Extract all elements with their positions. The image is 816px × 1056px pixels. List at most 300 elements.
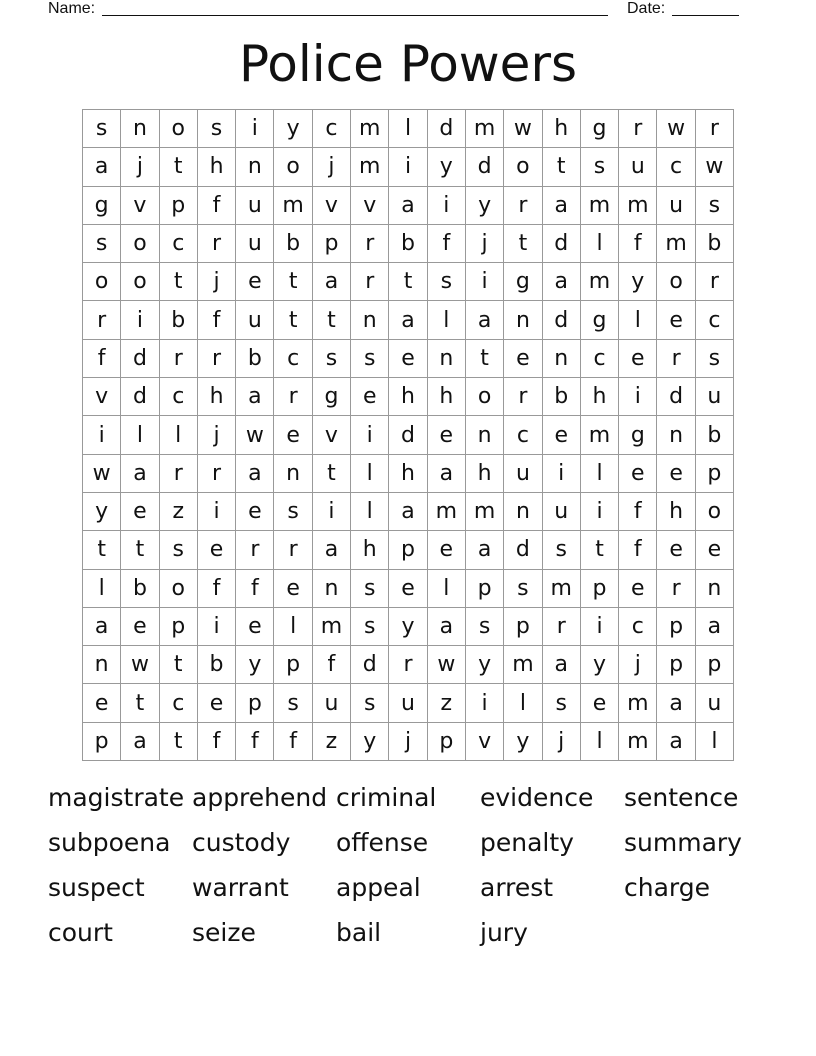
grid-cell[interactable]: l (581, 455, 619, 493)
grid-cell[interactable]: h (198, 378, 236, 416)
grid-cell[interactable]: s (274, 493, 312, 531)
grid-cell[interactable]: i (351, 416, 389, 454)
grid-cell[interactable]: t (83, 531, 121, 569)
grid-cell[interactable]: c (160, 378, 198, 416)
grid-cell[interactable]: y (83, 493, 121, 531)
grid-cell[interactable]: e (274, 416, 312, 454)
grid-cell[interactable]: l (351, 455, 389, 493)
grid-cell[interactable]: c (160, 225, 198, 263)
date-field[interactable] (672, 0, 739, 16)
grid-cell[interactable]: r (236, 531, 274, 569)
grid-cell[interactable]: l (581, 225, 619, 263)
word-list-item: arrest (480, 873, 554, 902)
grid-cell[interactable]: h (581, 378, 619, 416)
grid-cell[interactable]: w (696, 148, 734, 186)
grid-cell[interactable]: e (428, 416, 466, 454)
grid-cell[interactable]: r (198, 455, 236, 493)
word-search-grid (82, 109, 734, 761)
grid-cell[interactable]: n (83, 646, 121, 684)
grid-cell[interactable]: j (121, 148, 159, 186)
grid-cell[interactable]: p (236, 684, 274, 722)
grid-cell[interactable]: s (696, 340, 734, 378)
grid-cell[interactable]: m (581, 187, 619, 225)
grid-cell[interactable]: s (351, 570, 389, 608)
word-list-item: penalty (480, 828, 574, 857)
grid-cell[interactable]: o (160, 570, 198, 608)
grid-cell[interactable]: p (274, 646, 312, 684)
grid-cell[interactable]: a (236, 455, 274, 493)
word-list-item: custody (192, 828, 291, 857)
grid-cell[interactable]: y (274, 110, 312, 148)
grid-cell[interactable]: d (121, 340, 159, 378)
grid-cell[interactable]: y (236, 646, 274, 684)
grid-cell[interactable]: t (504, 225, 542, 263)
grid-cell[interactable]: l (160, 416, 198, 454)
grid-cell[interactable]: m (657, 225, 695, 263)
grid-cell[interactable]: l (274, 608, 312, 646)
grid-cell[interactable]: e (351, 378, 389, 416)
grid-cell[interactable]: j (198, 416, 236, 454)
grid-cell[interactable]: d (543, 301, 581, 339)
grid-cell[interactable]: n (466, 416, 504, 454)
grid-cell[interactable]: o (466, 378, 504, 416)
grid-cell[interactable]: a (83, 148, 121, 186)
grid-cell[interactable]: s (351, 340, 389, 378)
grid-cell[interactable]: s (160, 531, 198, 569)
grid-cell[interactable]: g (83, 187, 121, 225)
grid-cell[interactable]: o (657, 263, 695, 301)
grid-cell[interactable]: s (83, 225, 121, 263)
grid-cell[interactable]: e (581, 684, 619, 722)
grid-cell[interactable]: p (313, 225, 351, 263)
grid-cell[interactable]: f (236, 723, 274, 761)
grid-cell[interactable]: d (543, 225, 581, 263)
grid-cell[interactable]: l (428, 301, 466, 339)
grid-cell[interactable]: r (657, 570, 695, 608)
grid-cell[interactable]: a (466, 531, 504, 569)
grid-cell[interactable]: r (160, 455, 198, 493)
grid-cell[interactable]: m (313, 608, 351, 646)
grid-cell[interactable]: m (581, 263, 619, 301)
grid-cell[interactable]: h (389, 455, 427, 493)
grid-cell[interactable]: o (83, 263, 121, 301)
grid-cell[interactable]: e (619, 340, 657, 378)
grid-cell[interactable]: i (428, 187, 466, 225)
grid-cell[interactable]: l (504, 684, 542, 722)
grid-cell[interactable]: l (83, 570, 121, 608)
grid-cell[interactable]: s (274, 684, 312, 722)
grid-cell[interactable]: r (274, 531, 312, 569)
grid-cell[interactable]: r (160, 340, 198, 378)
grid-cell[interactable]: i (313, 493, 351, 531)
grid-cell[interactable]: t (313, 301, 351, 339)
grid-cell[interactable]: l (351, 493, 389, 531)
grid-cell[interactable]: e (198, 684, 236, 722)
grid-cell[interactable]: i (83, 416, 121, 454)
grid-cell[interactable]: e (274, 570, 312, 608)
grid-cell[interactable]: b (160, 301, 198, 339)
grid-cell[interactable]: w (504, 110, 542, 148)
grid-cell[interactable]: e (619, 570, 657, 608)
grid-cell[interactable]: c (313, 110, 351, 148)
grid-cell[interactable]: i (619, 378, 657, 416)
grid-cell[interactable]: i (389, 148, 427, 186)
grid-cell[interactable]: r (198, 225, 236, 263)
grid-cell[interactable]: h (351, 531, 389, 569)
grid-cell[interactable]: u (236, 187, 274, 225)
grid-cell[interactable]: p (428, 723, 466, 761)
grid-cell[interactable]: l (581, 723, 619, 761)
grid-cell[interactable]: m (619, 723, 657, 761)
grid-cell[interactable]: d (504, 531, 542, 569)
grid-cell[interactable]: p (504, 608, 542, 646)
grid-cell[interactable]: h (657, 493, 695, 531)
grid-cell[interactable]: e (696, 531, 734, 569)
grid-cell[interactable]: d (657, 378, 695, 416)
grid-cell[interactable]: f (274, 723, 312, 761)
grid-cell[interactable]: f (198, 187, 236, 225)
grid-cell[interactable]: p (160, 608, 198, 646)
grid-cell[interactable]: h (466, 455, 504, 493)
word-list-item: jury (480, 918, 528, 947)
grid-cell[interactable]: u (313, 684, 351, 722)
grid-cell[interactable]: b (121, 570, 159, 608)
grid-cell[interactable]: s (428, 263, 466, 301)
grid-cell[interactable]: c (619, 608, 657, 646)
grid-cell[interactable]: o (696, 493, 734, 531)
grid-cell[interactable]: o (160, 110, 198, 148)
grid-cell[interactable]: f (313, 646, 351, 684)
grid-cell[interactable]: p (389, 531, 427, 569)
grid-cell[interactable]: j (313, 148, 351, 186)
grid-cell[interactable]: m (581, 416, 619, 454)
grid-cell[interactable]: f (428, 225, 466, 263)
grid-cell[interactable]: y (466, 187, 504, 225)
grid-cell[interactable]: s (313, 340, 351, 378)
grid-cell[interactable]: o (121, 225, 159, 263)
grid-cell[interactable]: f (619, 493, 657, 531)
grid-cell[interactable]: a (543, 646, 581, 684)
grid-cell[interactable]: y (428, 148, 466, 186)
grid-cell[interactable]: v (83, 378, 121, 416)
grid-cell[interactable]: u (389, 684, 427, 722)
grid-cell[interactable]: s (581, 148, 619, 186)
grid-cell[interactable]: m (619, 187, 657, 225)
grid-cell[interactable]: n (236, 148, 274, 186)
grid-cell[interactable]: a (313, 531, 351, 569)
grid-cell[interactable]: w (121, 646, 159, 684)
grid-cell[interactable]: m (428, 493, 466, 531)
grid-cell[interactable]: p (696, 455, 734, 493)
grid-cell[interactable]: e (121, 608, 159, 646)
grid-cell[interactable]: y (619, 263, 657, 301)
grid-cell[interactable]: t (466, 340, 504, 378)
grid-cell[interactable]: e (504, 340, 542, 378)
grid-cell[interactable]: r (83, 301, 121, 339)
grid-cell[interactable]: e (83, 684, 121, 722)
grid-cell[interactable]: c (274, 340, 312, 378)
grid-cell[interactable]: v (313, 416, 351, 454)
grid-cell[interactable]: i (198, 608, 236, 646)
grid-cell[interactable]: n (543, 340, 581, 378)
grid-cell[interactable]: t (389, 263, 427, 301)
grid-cell[interactable]: t (121, 531, 159, 569)
grid-cell[interactable]: p (581, 570, 619, 608)
grid-cell[interactable]: y (581, 646, 619, 684)
grid-cell[interactable]: u (236, 301, 274, 339)
grid-cell[interactable]: d (121, 378, 159, 416)
grid-cell[interactable]: m (274, 187, 312, 225)
grid-cell[interactable]: a (121, 455, 159, 493)
grid-cell[interactable]: e (236, 493, 274, 531)
grid-cell[interactable]: b (543, 378, 581, 416)
grid-cell[interactable]: w (657, 110, 695, 148)
grid-cell[interactable]: n (274, 455, 312, 493)
grid-cell[interactable]: j (466, 225, 504, 263)
grid-cell[interactable]: a (121, 723, 159, 761)
grid-cell[interactable]: c (504, 416, 542, 454)
grid-cell[interactable]: a (83, 608, 121, 646)
grid-cell[interactable]: m (351, 110, 389, 148)
grid-cell[interactable]: a (389, 301, 427, 339)
grid-cell[interactable]: y (504, 723, 542, 761)
grid-cell[interactable]: v (313, 187, 351, 225)
grid-cell[interactable]: g (619, 416, 657, 454)
grid-cell[interactable]: w (428, 646, 466, 684)
grid-cell[interactable]: e (121, 493, 159, 531)
grid-cell[interactable]: n (351, 301, 389, 339)
grid-cell[interactable]: a (428, 455, 466, 493)
grid-cell[interactable]: e (657, 301, 695, 339)
grid-cell[interactable]: b (696, 225, 734, 263)
grid-cell[interactable]: b (198, 646, 236, 684)
grid-cell[interactable]: a (466, 301, 504, 339)
grid-cell[interactable]: i (581, 493, 619, 531)
grid-cell[interactable]: l (121, 416, 159, 454)
grid-cell[interactable]: r (619, 110, 657, 148)
grid-cell[interactable]: s (504, 570, 542, 608)
grid-cell[interactable]: l (389, 110, 427, 148)
grid-cell[interactable]: j (198, 263, 236, 301)
grid-cell[interactable]: r (504, 187, 542, 225)
grid-cell[interactable]: g (581, 110, 619, 148)
grid-cell[interactable]: a (696, 608, 734, 646)
grid-cell[interactable]: j (543, 723, 581, 761)
grid-cell[interactable]: m (466, 110, 504, 148)
grid-cell[interactable]: f (198, 570, 236, 608)
grid-cell[interactable]: c (160, 684, 198, 722)
grid-cell[interactable]: e (543, 416, 581, 454)
grid-cell[interactable]: e (198, 531, 236, 569)
grid-cell[interactable]: s (351, 684, 389, 722)
grid-cell[interactable]: t (160, 723, 198, 761)
grid-cell[interactable]: t (581, 531, 619, 569)
grid-cell[interactable]: u (543, 493, 581, 531)
grid-cell[interactable]: f (198, 301, 236, 339)
grid-cell[interactable]: n (428, 340, 466, 378)
grid-cell[interactable]: f (198, 723, 236, 761)
grid-cell[interactable]: r (351, 263, 389, 301)
grid-cell[interactable]: t (543, 148, 581, 186)
grid-cell[interactable]: t (160, 646, 198, 684)
grid-cell[interactable]: m (504, 646, 542, 684)
grid-cell[interactable]: a (657, 684, 695, 722)
grid-cell[interactable]: e (428, 531, 466, 569)
grid-cell[interactable]: s (466, 608, 504, 646)
grid-cell[interactable]: r (389, 646, 427, 684)
grid-cell[interactable]: f (83, 340, 121, 378)
grid-cell[interactable]: e (389, 570, 427, 608)
grid-cell[interactable]: s (543, 531, 581, 569)
grid-cell[interactable]: i (236, 110, 274, 148)
grid-cell[interactable]: t (160, 148, 198, 186)
grid-cell[interactable]: g (313, 378, 351, 416)
grid-cell[interactable]: o (274, 148, 312, 186)
grid-cell[interactable]: l (428, 570, 466, 608)
grid-cell[interactable]: m (466, 493, 504, 531)
grid-cell[interactable]: i (466, 684, 504, 722)
grid-cell[interactable]: u (619, 148, 657, 186)
grid-cell[interactable]: i (543, 455, 581, 493)
grid-cell[interactable]: r (696, 263, 734, 301)
grid-cell[interactable]: l (696, 723, 734, 761)
grid-cell[interactable]: i (466, 263, 504, 301)
grid-cell[interactable]: d (389, 416, 427, 454)
grid-cell[interactable]: w (83, 455, 121, 493)
grid-cell[interactable]: p (466, 570, 504, 608)
grid-cell[interactable]: d (428, 110, 466, 148)
word-list-item: appeal (336, 873, 421, 902)
grid-cell[interactable]: b (236, 340, 274, 378)
grid-cell[interactable]: h (543, 110, 581, 148)
grid-cell[interactable]: m (543, 570, 581, 608)
grid-cell[interactable]: u (696, 684, 734, 722)
grid-cell[interactable]: t (160, 263, 198, 301)
grid-cell[interactable]: a (236, 378, 274, 416)
grid-cell[interactable]: z (313, 723, 351, 761)
grid-cell[interactable]: i (121, 301, 159, 339)
grid-cell[interactable]: a (543, 263, 581, 301)
grid-cell[interactable]: n (696, 570, 734, 608)
grid-cell[interactable]: e (236, 263, 274, 301)
grid-cell[interactable]: c (581, 340, 619, 378)
grid-cell[interactable]: a (389, 187, 427, 225)
grid-cell[interactable]: w (236, 416, 274, 454)
grid-cell[interactable]: c (657, 148, 695, 186)
grid-cell[interactable]: c (696, 301, 734, 339)
grid-cell[interactable]: a (657, 723, 695, 761)
grid-cell[interactable]: b (389, 225, 427, 263)
grid-cell[interactable]: b (696, 416, 734, 454)
grid-cell[interactable]: y (389, 608, 427, 646)
grid-cell[interactable]: m (351, 148, 389, 186)
grid-cell[interactable]: s (543, 684, 581, 722)
grid-cell[interactable]: e (657, 531, 695, 569)
grid-cell[interactable]: d (466, 148, 504, 186)
grid-cell[interactable]: i (581, 608, 619, 646)
grid-cell[interactable]: h (428, 378, 466, 416)
grid-cell[interactable]: r (543, 608, 581, 646)
grid-cell[interactable]: n (504, 493, 542, 531)
grid-cell[interactable]: m (619, 684, 657, 722)
name-field[interactable] (102, 0, 608, 16)
grid-cell[interactable]: r (274, 378, 312, 416)
grid-cell[interactable]: r (696, 110, 734, 148)
grid-cell[interactable]: l (619, 301, 657, 339)
grid-cell[interactable]: a (543, 187, 581, 225)
word-list-item: bail (336, 918, 382, 947)
grid-cell[interactable]: f (619, 531, 657, 569)
grid-cell[interactable]: t (274, 301, 312, 339)
grid-cell[interactable]: s (696, 187, 734, 225)
grid-cell[interactable]: u (696, 378, 734, 416)
grid-cell[interactable]: u (657, 187, 695, 225)
grid-cell[interactable]: h (198, 148, 236, 186)
grid-cell[interactable]: e (619, 455, 657, 493)
grid-cell[interactable]: o (504, 148, 542, 186)
grid-cell[interactable]: r (351, 225, 389, 263)
grid-cell[interactable]: v (121, 187, 159, 225)
grid-cell[interactable]: g (581, 301, 619, 339)
grid-cell[interactable]: r (504, 378, 542, 416)
grid-cell[interactable]: p (657, 646, 695, 684)
grid-cell[interactable]: z (160, 493, 198, 531)
grid-cell[interactable]: f (619, 225, 657, 263)
grid-cell[interactable]: d (351, 646, 389, 684)
grid-cell[interactable]: e (389, 340, 427, 378)
grid-cell[interactable]: u (236, 225, 274, 263)
grid-cell[interactable]: e (236, 608, 274, 646)
grid-cell[interactable]: p (657, 608, 695, 646)
grid-cell[interactable]: j (389, 723, 427, 761)
grid-cell[interactable]: i (198, 493, 236, 531)
grid-cell[interactable]: t (121, 684, 159, 722)
grid-cell[interactable]: z (428, 684, 466, 722)
grid-cell[interactable]: h (389, 378, 427, 416)
grid-cell[interactable]: s (198, 110, 236, 148)
grid-cell[interactable]: g (504, 263, 542, 301)
grid-cell[interactable]: t (274, 263, 312, 301)
grid-cell[interactable]: j (619, 646, 657, 684)
date-label: Date: (627, 0, 666, 17)
grid-cell[interactable]: b (274, 225, 312, 263)
grid-cell[interactable]: y (466, 646, 504, 684)
name-label: Name: (48, 0, 96, 17)
grid-cell[interactable]: y (351, 723, 389, 761)
grid-cell[interactable]: u (504, 455, 542, 493)
grid-cell[interactable]: n (657, 416, 695, 454)
grid-cell[interactable]: r (657, 340, 695, 378)
grid-cell[interactable]: n (313, 570, 351, 608)
grid-cell[interactable]: p (83, 723, 121, 761)
grid-cell[interactable]: p (696, 646, 734, 684)
grid-cell[interactable]: p (160, 187, 198, 225)
grid-cell[interactable]: r (198, 340, 236, 378)
grid-cell[interactable]: a (389, 493, 427, 531)
grid-cell[interactable]: f (236, 570, 274, 608)
grid-cell[interactable]: t (313, 455, 351, 493)
grid-cell[interactable]: a (428, 608, 466, 646)
grid-cell[interactable]: n (121, 110, 159, 148)
grid-cell[interactable]: e (657, 455, 695, 493)
grid-cell[interactable]: n (504, 301, 542, 339)
grid-cell[interactable]: v (466, 723, 504, 761)
grid-cell[interactable]: s (351, 608, 389, 646)
grid-cell[interactable]: o (121, 263, 159, 301)
grid-cell[interactable]: v (351, 187, 389, 225)
grid-cell[interactable]: s (83, 110, 121, 148)
grid-cell[interactable]: a (313, 263, 351, 301)
